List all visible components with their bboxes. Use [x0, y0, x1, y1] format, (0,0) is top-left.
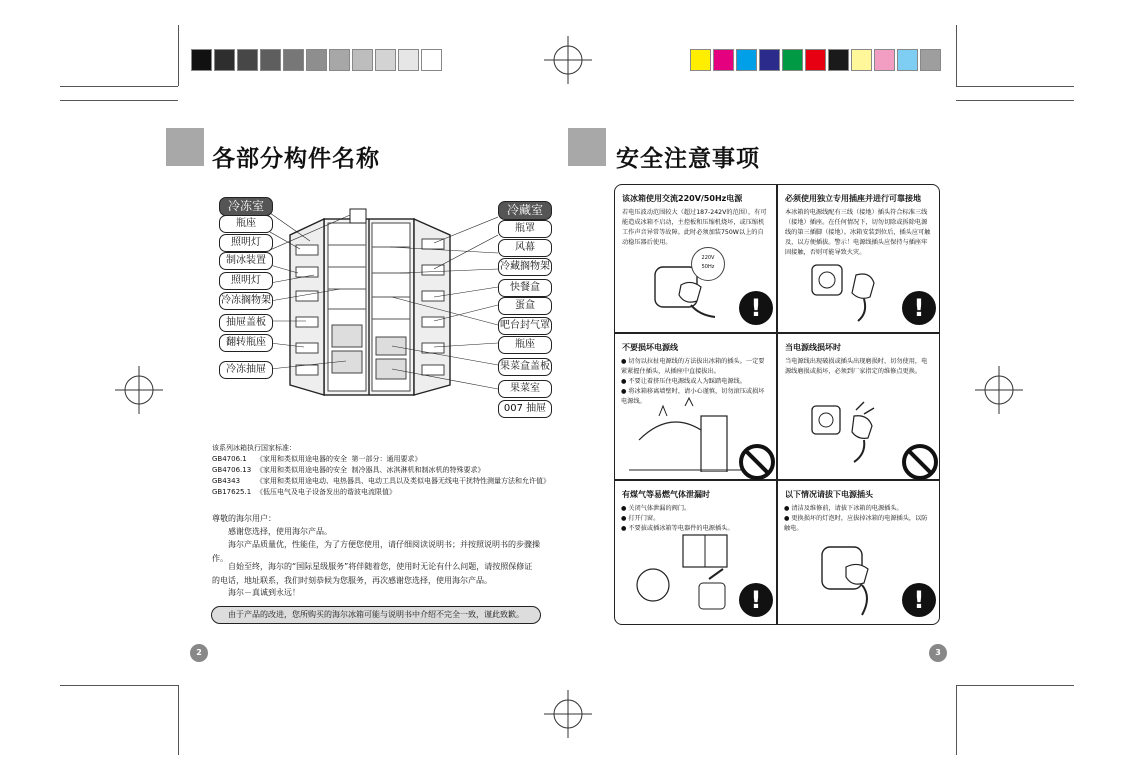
- color-swatch: [214, 49, 235, 71]
- color-swatch: [851, 49, 872, 71]
- color-swatch: [398, 49, 419, 71]
- standard-item: GB4706.1 《家用和类似用途电器的安全 第一部分：通用要求》: [212, 455, 422, 463]
- safety-cell: 以下情况请拔下电源插头 ● 清洁及维修前，请拔下冰箱的电源插头。 ● 更换损坏的灯泡时，应拔掉冰箱的电源插头，以防触电。 !: [778, 481, 939, 625]
- label-fridge-item: 瓶座: [498, 336, 552, 354]
- prohibited-icon: [902, 444, 938, 480]
- label-fridge-item: 果菜盒盖板: [498, 358, 552, 376]
- label-fridge-item: 蛋盒: [498, 297, 552, 315]
- color-swatch: [713, 49, 734, 71]
- prohibited-icon: [739, 444, 775, 480]
- damaged-plug-icon: [808, 396, 898, 466]
- wall-socket-plug-icon: [808, 261, 888, 325]
- color-swatch: [805, 49, 826, 71]
- label-fridge-item: 007 抽屉: [498, 400, 552, 418]
- refrigerator-diagram: [270, 205, 498, 400]
- color-swatch: [690, 49, 711, 71]
- warning-exclamation-icon: !: [739, 583, 773, 617]
- page-number-left: 2: [190, 644, 208, 662]
- color-swatch: [237, 49, 258, 71]
- damaged-cord-illustration: [629, 396, 749, 472]
- label-fridge-item: 风幕: [498, 239, 552, 257]
- label-freezer-item: 抽屉盖板: [219, 314, 273, 332]
- color-swatch: [260, 49, 281, 71]
- product-change-notice: 由于产品的改进，您所购买的海尔冰箱可能与说明书中介绍不完全一致，谨此致歉。: [211, 606, 541, 624]
- label-freezer-item: 制冰装置: [219, 252, 273, 270]
- warning-exclamation-icon: !: [902, 583, 936, 617]
- color-swatch: [874, 49, 895, 71]
- label-freezer-item: 冷冻抽屉: [219, 361, 273, 379]
- registration-mark-icon: [544, 36, 592, 84]
- letter-paragraph: 自始至终，海尔的“国际星级服务”将伴随着您，使用时无论有什么问题，请按照保修证的电话，地址联系，我们时刻恭候为您服务，再次感谢您选择，使用海尔产品。: [212, 562, 533, 585]
- crop-mark: [60, 86, 178, 87]
- voltage-gauge-icon: 220V 50Hz: [691, 247, 725, 281]
- color-swatch: [897, 49, 918, 71]
- crop-mark: [956, 685, 1074, 686]
- registration-mark-icon: [975, 366, 1023, 414]
- letter-greeting: 尊敬的海尔用户：: [212, 514, 276, 523]
- label-freezer-item: 照明灯: [219, 234, 273, 252]
- label-fridge-item: 果菜室: [498, 380, 552, 398]
- color-swatch: [782, 49, 803, 71]
- safety-cell: 不要损坏电源线 ● 切勿以拉扯电源线的方法拔出冰箱的插头。一定要紧紧握住插头，从插座中直接拔出。 ● 不要让着挤压住电源线或人为踩踏电源线。 ● 将冰箱移离墙壁时，请小心谨慎，切勿滚压或损坏电源线。: [615, 334, 776, 479]
- crop-mark: [60, 100, 178, 101]
- crop-mark: [956, 100, 1074, 101]
- label-fridge-item: 吧台封气罩: [498, 317, 552, 335]
- color-swatch: [352, 49, 373, 71]
- registration-mark-icon: [115, 366, 163, 414]
- crop-mark: [956, 86, 1074, 87]
- label-freezer-item: 照明灯: [219, 272, 273, 290]
- color-swatch: [329, 49, 350, 71]
- color-swatch: [421, 49, 442, 71]
- standard-item: GB4706.13 《家用和类似用途电器的安全 制冷器具、冰淇淋机和制冰机的特殊要求》: [212, 466, 485, 474]
- grayscale-color-bar: [191, 49, 444, 71]
- process-color-bar: [690, 49, 943, 71]
- standard-item: GB4343 《家用和类似用途电动、电热器具、电动工具以及类似电器无线电干扰特性测量方法和允许值》: [212, 477, 550, 485]
- registration-mark-icon: [544, 690, 592, 738]
- safety-cell: 有煤气等易燃气体泄漏时 ● 关闭气体泄漏的阀门。 ● 打开门窗。 ● 不要拔或插冰箱等电器件的电源插头。 !: [615, 481, 776, 625]
- crop-mark: [178, 25, 179, 86]
- unplug-icon: [818, 539, 888, 619]
- page-title-left: 各部分构件名称: [212, 146, 380, 172]
- color-swatch: [191, 49, 212, 71]
- safety-cell: 当电源线损坏时 当电源线出现破损或插头出现磨损时，切勿使用，电源线磨损或损坏，必须到厂家指定的维修点更换。: [778, 334, 939, 479]
- page-title-right: 安全注意事项: [616, 146, 760, 172]
- safety-cell: 该冰箱使用交流220V/50Hz电源 若电压波动范围较大（超过187-242V的范围），有可能造成冰箱不启动，主控板和压缩机烧坏，或压缩机工作声音异常等故障。此时必须加装750W以上的自动稳压器后使用。 220V 50Hz !: [615, 185, 776, 332]
- color-swatch: [920, 49, 941, 71]
- color-swatch: [283, 49, 304, 71]
- crop-mark: [178, 685, 179, 755]
- letter-paragraph: 海尔产品质量优，性能佳，为了方便您使用，请仔细阅读说明书；并按照说明书的步骤操作。: [212, 540, 540, 563]
- label-fridge-item: 冷藏搁物架: [498, 258, 552, 276]
- crop-mark: [956, 685, 957, 755]
- title-block: [568, 128, 606, 166]
- title-block: [166, 128, 204, 166]
- label-fridge-item: 快餐盒: [498, 279, 552, 297]
- safety-panel: [614, 184, 940, 625]
- standards-intro: 该系列冰箱执行国家标准：: [212, 444, 296, 452]
- warning-exclamation-icon: !: [739, 291, 773, 325]
- label-fridge: 冷藏室: [498, 201, 552, 220]
- warning-exclamation-icon: !: [902, 291, 936, 325]
- safety-cell: 必须使用独立专用插座并进行可靠接地 本冰箱的电源线配有三线（接地）插头符合标准三线（接地）插座。在任何情况下，切勿切除或拆除电源线的第三插脚（接地）。冰箱安装到位后，插头应可触及，以方便插拔。警示！电源线插头应保持与插座牢固接触，否则可能导致火灾。 !: [778, 185, 939, 332]
- label-freezer: 冷冻室: [219, 197, 273, 216]
- color-swatch: [375, 49, 396, 71]
- color-swatch: [759, 49, 780, 71]
- standard-item: GB17625.1 《低压电气及电子设备发出的谐波电流限值》: [212, 488, 396, 496]
- label-freezer-item: 冷冻搁物架: [219, 292, 273, 310]
- color-swatch: [306, 49, 327, 71]
- color-swatch: [736, 49, 757, 71]
- gas-leak-illustration: [625, 531, 741, 617]
- page-number-right: 3: [929, 644, 947, 662]
- label-fridge-item: 瓶罩: [498, 220, 552, 238]
- color-swatch: [828, 49, 849, 71]
- crop-mark: [60, 685, 178, 686]
- letter-paragraph: 感谢您选择，使用海尔产品。: [228, 527, 332, 536]
- label-freezer-item: 瓶座: [219, 215, 273, 233]
- label-freezer-item: 翻转瓶座: [219, 334, 273, 352]
- crop-mark: [956, 25, 957, 86]
- letter-signoff: 海尔－真诚到永远！: [228, 588, 300, 597]
